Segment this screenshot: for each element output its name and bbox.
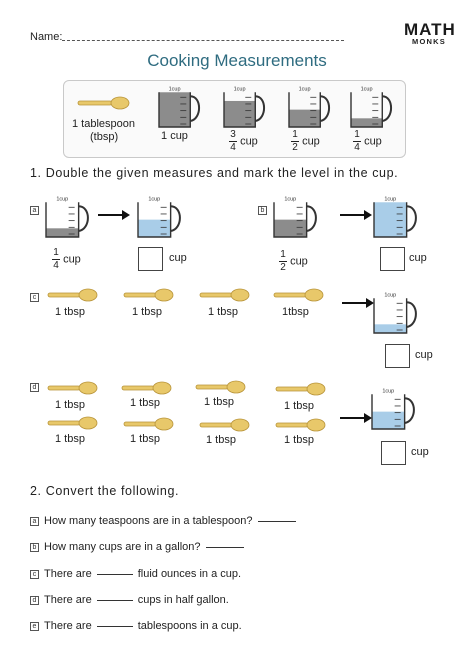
name-line[interactable] bbox=[62, 40, 344, 41]
question-row bbox=[30, 620, 242, 632]
question-text: There are bbox=[44, 594, 92, 606]
question-row bbox=[30, 515, 296, 527]
spoon-label: 1 tbsp bbox=[55, 399, 85, 411]
spoon-label: 1 tbsp bbox=[130, 433, 160, 445]
spoon-label: 1tbsp bbox=[282, 306, 309, 318]
question-text: There are bbox=[44, 568, 92, 580]
spoon-icon bbox=[276, 418, 326, 432]
cup-mark-label: 1cup bbox=[298, 86, 311, 93]
spoon-label: 1 tbsp bbox=[130, 397, 160, 409]
ref-cup-whole: 1 bbox=[161, 130, 168, 142]
spoon-label: 1 tbsp bbox=[206, 434, 236, 446]
answer-box-b[interactable] bbox=[380, 247, 405, 271]
answer-blank[interactable] bbox=[97, 574, 133, 575]
cup-word: cup bbox=[169, 252, 187, 264]
ref-cup-word: cup bbox=[302, 135, 320, 148]
question-letter: d bbox=[30, 596, 39, 605]
spoon-label: 1 tbsp bbox=[284, 400, 314, 412]
question-text-after: fluid ounces in a cup. bbox=[137, 568, 242, 580]
item-a-letter: a bbox=[30, 206, 39, 215]
answer-box-a[interactable] bbox=[138, 247, 163, 271]
spoon-icon bbox=[124, 417, 174, 431]
spoon-icon bbox=[122, 381, 172, 395]
ref-cup-label-2 bbox=[229, 130, 258, 153]
question-row bbox=[30, 568, 241, 580]
spoon-icon bbox=[274, 288, 324, 302]
answer-box-c[interactable] bbox=[385, 344, 410, 368]
ref-cup-word: cup bbox=[170, 130, 188, 142]
ref-cup-fraction: $\frac{3}{4}$ bbox=[230, 129, 236, 153]
cup-word: cup bbox=[409, 252, 427, 264]
question-text: How many cups are in a gallon? bbox=[44, 541, 201, 553]
measuring-cup-icon bbox=[349, 84, 395, 130]
cup-mark-label: 1cup bbox=[360, 86, 373, 93]
item-b-fraction: $\frac{1}{2}$ bbox=[280, 249, 286, 273]
spoon-icon bbox=[48, 416, 98, 430]
question-letter: e bbox=[30, 622, 39, 631]
cup-mark-label: 1cup bbox=[384, 292, 397, 299]
question-row bbox=[30, 541, 244, 553]
answer-blank[interactable] bbox=[97, 626, 133, 627]
spoon-label: 1 tbsp bbox=[132, 306, 162, 318]
spoon-icon bbox=[196, 380, 246, 394]
spoon-label: 1 tbsp bbox=[204, 396, 234, 408]
spoon-label: 1 tbsp bbox=[208, 306, 238, 318]
measuring-cup-icon bbox=[287, 84, 333, 130]
ref-cup-label-3 bbox=[291, 130, 320, 153]
spoon-icon bbox=[78, 96, 130, 110]
cup-word: cup bbox=[415, 349, 433, 361]
cup-mark-label: 1cup bbox=[148, 196, 161, 203]
measuring-cup-icon bbox=[136, 194, 184, 240]
ref-cup-fraction: $\frac{1}{4}$ bbox=[354, 129, 360, 153]
item-b-letter: b bbox=[258, 206, 267, 215]
arrow-right-icon bbox=[340, 210, 372, 220]
ref-cup-label-4 bbox=[353, 130, 382, 153]
measuring-cup-icon bbox=[370, 386, 418, 432]
spoon-icon bbox=[200, 418, 250, 432]
question-letter: a bbox=[30, 517, 39, 526]
question-letter: b bbox=[30, 543, 39, 552]
measuring-cup-icon bbox=[222, 84, 268, 130]
spoon-icon bbox=[124, 288, 174, 302]
answer-blank[interactable] bbox=[206, 547, 244, 548]
measuring-cup-icon bbox=[157, 84, 203, 130]
cup-mark-label: 1cup bbox=[284, 196, 297, 203]
answer-blank[interactable] bbox=[97, 600, 133, 601]
question-text: How many teaspoons are in a tablespoon? bbox=[44, 515, 253, 527]
math-monks-subtitle: MONKS bbox=[412, 37, 446, 46]
section2-heading: 2. Convert the following. bbox=[30, 484, 180, 498]
math-monks-logo: MATH bbox=[404, 20, 456, 39]
cup-mark-label: 1cup bbox=[382, 388, 395, 395]
spoon-label: 1 tbsp bbox=[55, 306, 85, 318]
cup-mark-label: 1cup bbox=[168, 86, 181, 93]
question-text: There are bbox=[44, 620, 92, 632]
cup-word: cup bbox=[63, 253, 81, 266]
cup-word: cup bbox=[290, 255, 308, 268]
page-title: Cooking Measurements bbox=[147, 51, 327, 70]
ref-cup-fraction: $\frac{1}{2}$ bbox=[292, 129, 298, 153]
tablespoon-abbrev: (tbsp) bbox=[90, 131, 119, 143]
measuring-cup-icon bbox=[44, 194, 92, 240]
ref-cup-word: cup bbox=[364, 135, 382, 148]
measuring-cup-icon bbox=[272, 194, 320, 240]
ref-cup-word: cup bbox=[240, 135, 258, 148]
spoon-icon bbox=[276, 382, 326, 396]
spoon-label: 1 tbsp bbox=[55, 433, 85, 445]
cup-mark-label: 1cup bbox=[384, 196, 397, 203]
question-letter: c bbox=[30, 570, 39, 579]
question-text-after: cups in half gallon. bbox=[137, 594, 229, 606]
answer-blank[interactable] bbox=[258, 521, 296, 522]
arrow-right-icon bbox=[340, 413, 372, 423]
spoon-icon bbox=[48, 381, 98, 395]
cup-mark-label: 1cup bbox=[56, 196, 69, 203]
cup-mark-label: 1cup bbox=[233, 86, 246, 93]
section1-heading: 1. Double the given measures and mark the level in the cup. bbox=[30, 166, 399, 180]
spoon-icon bbox=[200, 288, 250, 302]
cup-word: cup bbox=[411, 446, 429, 458]
item-c-letter: c bbox=[30, 293, 39, 302]
arrow-right-icon bbox=[342, 298, 374, 308]
question-row bbox=[30, 594, 229, 606]
answer-box-d[interactable] bbox=[381, 441, 406, 465]
name-label: Name: bbox=[30, 31, 63, 43]
item-a-fraction: $\frac{1}{4}$ bbox=[53, 247, 59, 271]
arrow-right-icon bbox=[98, 210, 130, 220]
question-text-after: tablespoons in a cup. bbox=[137, 620, 242, 632]
spoon-icon bbox=[48, 288, 98, 302]
ref-cup-label-1 bbox=[161, 130, 188, 142]
measuring-cup-icon bbox=[372, 290, 420, 336]
tablespoon-label: 1 tablespoon bbox=[72, 118, 135, 130]
spoon-label: 1 tbsp bbox=[284, 434, 314, 446]
item-d-letter: d bbox=[30, 383, 39, 392]
measuring-cup-icon bbox=[372, 194, 420, 240]
